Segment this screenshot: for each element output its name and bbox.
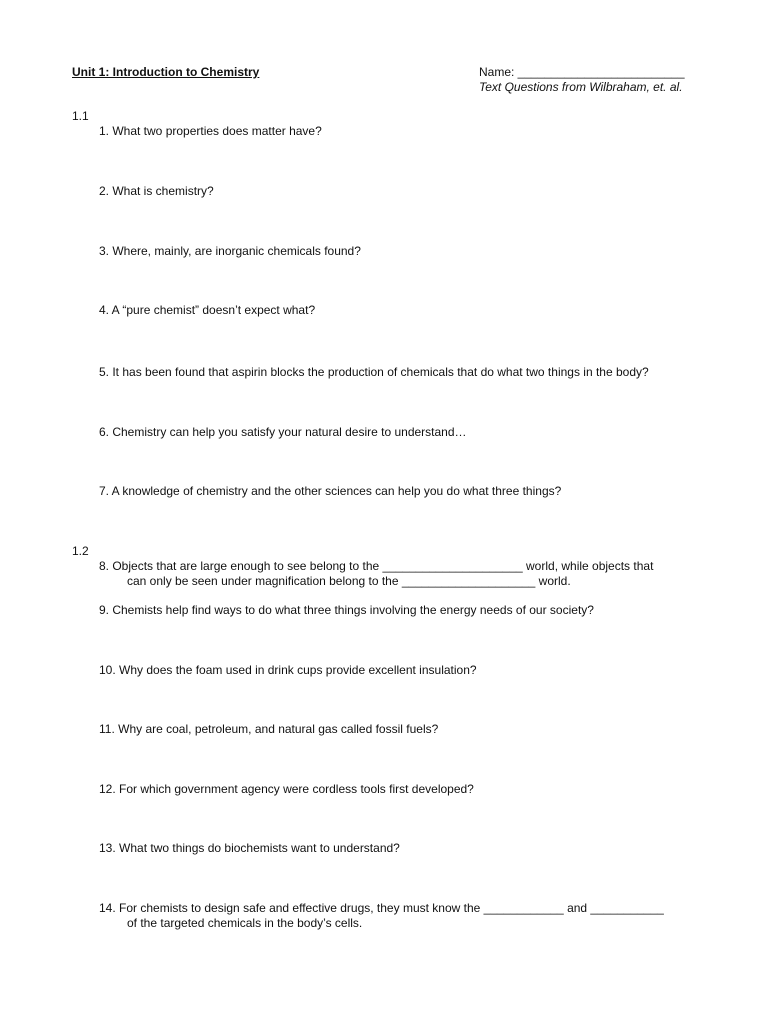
- question-text: 11. Why are coal, petroleum, and natural gas called fossil fuels?: [99, 722, 439, 736]
- question-12: [99, 782, 474, 797]
- question-text: 2. What is chemistry?: [99, 184, 214, 198]
- question-8: [99, 559, 653, 589]
- question-4: [99, 303, 315, 318]
- question-2: [99, 184, 214, 199]
- question-1: [99, 124, 322, 139]
- question-13: [99, 841, 400, 856]
- name-line: Name: _________________________: [479, 65, 685, 79]
- section-label-1-2: 1.2: [72, 544, 89, 558]
- question-5: [99, 365, 649, 380]
- question-11: [99, 722, 438, 737]
- section-label-1-1: 1.1: [72, 109, 89, 123]
- question-text: 9. Chemists help find ways to do what three things involving the energy needs of our society?: [99, 603, 594, 617]
- question-text: 5. It has been found that aspirin blocks the production of chemicals that do what two things in the body?: [99, 365, 649, 379]
- question-text: 10. Why does the foam used in drink cups provide excellent insulation?: [99, 663, 477, 677]
- question-text: 3. Where, mainly, are inorganic chemicals found?: [99, 244, 361, 258]
- question-text: 8. Objects that are large enough to see belong to the _____________________ world, while objects that: [99, 559, 654, 573]
- source-citation: Text Questions from Wilbraham, et. al.: [479, 80, 683, 94]
- question-text: 13. What two things do biochemists want to understand?: [99, 841, 400, 855]
- question-text: 1. What two properties does matter have?: [99, 124, 322, 138]
- question-text: 7. A knowledge of chemistry and the other sciences can help you do what three things?: [99, 484, 562, 498]
- question-text: 6. Chemistry can help you satisfy your natural desire to understand…: [99, 425, 467, 439]
- question-14: [99, 901, 664, 931]
- question-7: [99, 484, 561, 499]
- question-text: 4. A “pure chemist” doesn’t expect what?: [99, 303, 316, 317]
- page-title: Unit 1: Introduction to Chemistry: [72, 65, 260, 79]
- question-text: 12. For which government agency were cordless tools first developed?: [99, 782, 474, 796]
- question-continuation: of the targeted chemicals in the body’s cells.: [127, 916, 363, 930]
- question-10: [99, 663, 477, 678]
- question-continuation: can only be seen under magnification belong to the ____________________ world.: [127, 574, 571, 588]
- question-6: [99, 425, 467, 440]
- question-text: 14. For chemists to design safe and effective drugs, they must know the ____________ and ___________: [99, 901, 664, 915]
- question-3: [99, 244, 361, 259]
- question-9: [99, 603, 594, 618]
